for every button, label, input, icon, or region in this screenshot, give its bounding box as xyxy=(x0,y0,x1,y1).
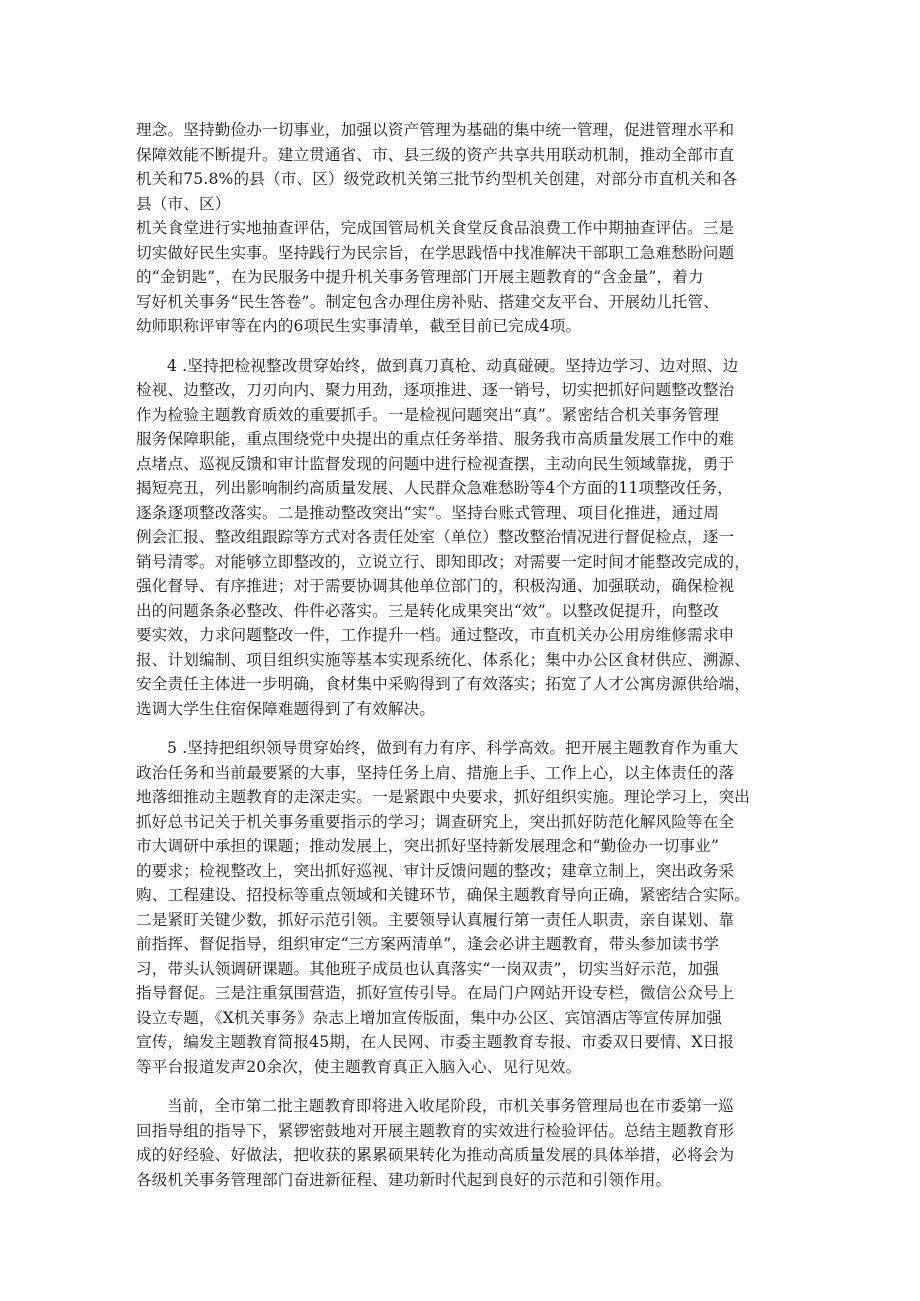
text-line: 政治任务和当前最要紧的大事，坚持任务上肩、措施上手、工作上心，以主体责任的落 xyxy=(136,763,735,782)
text-line: 4 .坚持把检视整改贯穿始终，做到真刀真枪、动真碰硬。坚持边学习、边对照、边 xyxy=(167,356,739,375)
paragraph-gap xyxy=(136,721,796,736)
text-line: 县（市、区） xyxy=(136,194,231,213)
text-line: 地落细推动主题教育的走深走实。一是紧跟中央要求，抓好组织实施。理论学习上，突出 xyxy=(136,788,751,806)
text-line: 指导督促。三是注重氛围营造，抓好宣传引导。在局门户网站开设专栏，微信公众号上 xyxy=(136,984,735,1002)
paragraph-4 xyxy=(136,1094,796,1192)
text-line: 习，带头认领调研课题。其他班子成员也认真落实“一岗双责”，切实当好示范，加强 xyxy=(136,959,720,978)
text-line: 作为检验主题教育质效的重要抓手。一是检视问题突出“真”。紧密结合机关事务管理 xyxy=(136,405,720,424)
text-line: 机关食堂进行实地抽查评估，完成国管局机关食堂反食品浪费工作中期抽查评估。三是 xyxy=(136,219,735,237)
text-line: 理念。坚持勤俭办一切事业，加强以资产管理为基础的集中统一管理，促进管理水平和 xyxy=(136,121,735,139)
text-line: 写好机关事务“民生答卷”。制定包含办理住房补贴、搭建交友平台、开展幼儿托管、 xyxy=(136,292,720,311)
text-line: 选调大学生住宿保障难题得到了有效解决。 xyxy=(136,699,436,718)
text-line: 出的问题条条必整改、件件必落实。三是转化成果突出“效”。以整改促提升，向整改 xyxy=(136,601,720,620)
text-line: 检视、边整改，刀刃向内、聚力用劲，逐项推进、逐一销号，切实把抓好问题整改整治 xyxy=(136,381,735,399)
text-line: 点堵点、巡视反馈和审计监督发现的问题中进行检视查摆，主动向民生领域靠拢，勇于 xyxy=(136,454,735,473)
text-line: 机关和75.8%的县（市、区）级党政机关第三批节约型机关创建，对部分市直机关和各 xyxy=(136,170,738,188)
text-line: 安全责任主体进一步明确，食材集中采购得到了有效落实；拓宽了人才公寓房源供给端， xyxy=(136,675,751,693)
text-line: 前指挥、督促指导，组织审定“三方案两清单”，逢会必讲主题教育，带头参加读书学 xyxy=(136,935,720,953)
text-line: 市大调研中承担的课题；推动发展上，突出抓好坚持新发展理念和“勤俭办一切事业” xyxy=(136,837,720,855)
text-line: 例会汇报、整改组跟踪等方式对各责任处室（单位）整改整治情况进行督促检点，逐一 xyxy=(136,528,735,546)
text-line: 保障效能不断提升。建立贯通省、市、县三级的资产共享共用联动机制，推动全部市直 xyxy=(136,145,735,164)
paragraph-gap xyxy=(136,339,796,354)
text-line: 强化督导、有序推进；对于需要协调其他单位部门的，积极沟通、加强联动，确保检视 xyxy=(136,577,735,595)
text-line: 幼师职称评审等在内的6项民生实事清单，截至目前已完成4项。 xyxy=(136,317,582,335)
text-line: 成的好经验、好做法，把收获的累累硕果转化为推动高质量发展的具体举措，必将会为 xyxy=(136,1146,735,1164)
text-line: 各级机关事务管理部门奋进新征程、建功新时代起到良好的示范和引领作用。 xyxy=(136,1170,672,1189)
text-line: 逐条逐项整改落实。二是推动整改突出“实”。坚持台账式管理、项目化推进，通过周 xyxy=(136,503,720,522)
text-line: 回指导组的指导下，紧锣密鼓地对开展主题教育的实效进行检验评估。总结主题教育形 xyxy=(136,1121,735,1140)
text-line: 抓好总书记关于机关事务重要指示的学习；调查研究上，突出抓好防范化解风险等在全 xyxy=(136,812,735,831)
text-line: 设立专题，《X机关事务》杂志上增加宣传版面，集中办公区、宾馆酒店等宣传屏加强 xyxy=(136,1008,722,1027)
text-line: 当前，全市第二批主题教育即将进入收尾阶段，市机关事务管理局也在市委第一巡 xyxy=(167,1097,734,1115)
text-line: 宣传，编发主题教育简报45期，在人民网、市委主题教育专报、市委双日要情、X日报 xyxy=(136,1033,735,1051)
paragraph-gap xyxy=(136,1079,796,1094)
text-line: 服务保障职能，重点围绕党中央提出的重点任务举措、服务我市高质量发展工作中的难 xyxy=(136,430,735,448)
text-line: 销号清零。对能够立即整改的，立说立行、即知即改；对需要一定时间才能整改完成的， xyxy=(136,552,751,571)
text-line: 要实效，力求问题整改一件，工作提升一档。通过整改，市直机关办公用房维修需求申 xyxy=(136,626,735,644)
text-line: 等平台报道发声20余次，使主题教育真正入脑入心、见行见效。 xyxy=(136,1057,582,1076)
text-line: 揭短亮丑，列出影响制约高质量发展、人民群众急难愁盼等4个方面的11项整改任务， xyxy=(136,479,733,497)
document-page xyxy=(136,118,796,1192)
paragraph-3 xyxy=(136,736,796,1079)
paragraph-2 xyxy=(136,354,796,722)
text-line: 的要求；检视整改上，突出抓好巡视、审计反馈问题的整改；建章立制上，突出政务采 xyxy=(136,861,735,880)
text-line: 切实做好民生实事。坚持践行为民宗旨，在学思践悟中找准解决干部职工急难愁盼问题 xyxy=(136,243,735,262)
text-line: 5 .坚持把组织领导贯穿始终，做到有力有序、科学高效。把开展主题教育作为重大 xyxy=(167,739,739,757)
text-line: 购、工程建设、招投标等重点领域和关键环节，确保主题教育导向正确，紧密结合实际。 xyxy=(136,886,751,904)
text-line: 的“金钥匙”，在为民服务中提升机关事务管理部门开展主题教育的“含金量”，着力 xyxy=(136,268,704,286)
paragraph-1 xyxy=(136,118,796,339)
text-line: 二是紧盯关键少数，抓好示范引领。主要领导认真履行第一责任人职责，亲自谋划、靠 xyxy=(136,910,735,929)
text-line: 报、计划编制、项目组织实施等基本实现系统化、体系化；集中办公区食材供应、溯源、 xyxy=(136,650,751,669)
